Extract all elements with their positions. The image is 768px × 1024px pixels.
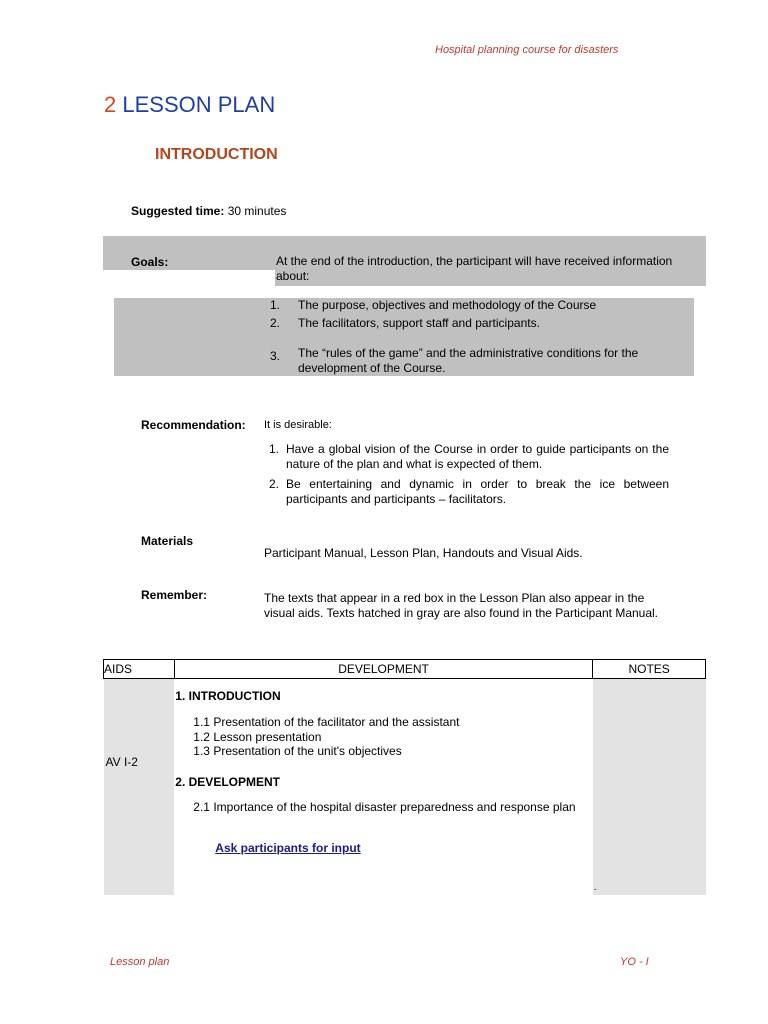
recommendation-text-2: Be entertaining and dynamic in order to break the ice between participants and participants – facilitators. [286, 477, 669, 506]
materials-text: Participant Manual, Lesson Plan, Handouts and Visual Aids. [264, 546, 583, 560]
suggested-time-value: 30 minutes [227, 204, 287, 218]
development-cell [174, 679, 593, 896]
remember-text: The texts that appear in a red box in the Lesson Plan also appear in the visual aids. Texts hatched in gray are also found in the Participant Manual. [264, 591, 659, 620]
recommendation-item-2 [269, 477, 669, 507]
goal-text-3: The “rules of the game” and the administrative conditions for the development of the Course. [298, 346, 639, 375]
list-item: 2.1 Importance of the hospital disaster preparedness and response plan [193, 800, 576, 814]
chapter-heading [104, 92, 275, 118]
notes-cell [593, 679, 706, 896]
header-development: DEVELOPMENT [174, 660, 593, 679]
list-item: 1.3 Presentation of the unit's objectives [193, 744, 402, 758]
chapter-number: 2 [104, 92, 117, 117]
recommendation-intro: It is desirable: [264, 419, 332, 431]
recommendation-item-1 [269, 442, 669, 472]
suggested-time [131, 204, 286, 218]
ask-participants-link[interactable]: Ask participants for input [215, 841, 361, 855]
dev-section-1-items [193, 715, 459, 759]
list-item: 1.1 Presentation of the facilitator and the assistant [193, 715, 460, 729]
recommendation-number-2: 2. [269, 477, 280, 491]
dev-section-1-title: 1. INTRODUCTION [175, 689, 281, 703]
course-title-header: Hospital planning course for disasters [435, 44, 619, 56]
goal-text-2: The facilitators, support staff and participants. [298, 316, 540, 330]
footer-left: Lesson plan [110, 956, 170, 968]
aids-cell [104, 679, 175, 896]
recommendation-label: Recommendation: [141, 418, 246, 432]
goal-text-1: The purpose, objectives and methodology of the Course [298, 298, 597, 312]
header-notes: NOTES [593, 660, 706, 679]
recommendation-text-1: Have a global vision of the Course in order to guide participants on the nature of the plan and what is expected of them. [286, 442, 669, 471]
table-header-row [104, 660, 706, 679]
section-title: INTRODUCTION [155, 146, 278, 163]
goal-number-2: 2. [270, 316, 281, 330]
header-aids: AIDS [104, 660, 175, 679]
list-item: 1.2 Lesson presentation [193, 729, 322, 744]
recommendation-number-1: 1. [269, 442, 280, 456]
chapter-title: LESSON PLAN [122, 92, 276, 117]
table-row [104, 679, 706, 896]
aids-value: AV I-2 [105, 755, 138, 769]
materials-label: Materials [141, 534, 194, 548]
goals-label: Goals: [131, 255, 169, 269]
dev-section-2-title: 2. DEVELOPMENT [175, 775, 280, 789]
footer-right: YO - I [620, 956, 649, 968]
development-table [103, 659, 706, 895]
remember-label: Remember: [141, 588, 208, 602]
goal-number-3: 3. [270, 349, 281, 363]
suggested-time-label: Suggested time: [131, 204, 225, 218]
goals-intro: At the end of the introduction, the participant will have received information about: [276, 254, 673, 283]
goal-number-1: 1. [270, 298, 281, 312]
notes-mark: . [593, 882, 597, 893]
